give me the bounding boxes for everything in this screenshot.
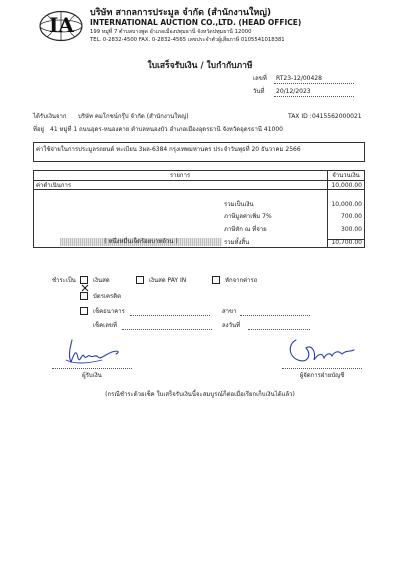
tax-id-label: TAX ID :: [288, 113, 312, 120]
doc-date-label: วันที่: [253, 88, 265, 95]
branch-label: สาขา: [222, 308, 237, 315]
received-from-label: ได้รับเงินจาก: [33, 113, 67, 120]
check-mark-icon: [81, 284, 89, 292]
total-grand-label: รวมทั้งสิ้น: [224, 239, 250, 246]
company-name-en: INTERNATIONAL AUCTION CO.,LTD. (HEAD OFFICE): [90, 18, 302, 27]
received-from-value: บริษัท คมโกชน์กรุ๊ป จำกัด (สำนักงานใหญ่): [78, 113, 189, 120]
payment-label: ชำระเป็น: [52, 277, 76, 284]
total-vat-value: 700.00: [341, 213, 362, 220]
document-title: ใบเสร็จรับเงิน / ใบกำกับภาษี: [147, 61, 253, 71]
table-row-amount: 10,000.00: [331, 182, 362, 189]
total-subtotal-value: 10,000.00: [331, 201, 362, 208]
tax-id-value: 0415562000021: [312, 113, 362, 120]
option-bank-check-label: เช็คธนาคาร: [93, 308, 125, 315]
receiver-label: ผู้รับเงิน: [82, 372, 102, 379]
doc-number-label: เลขที่: [253, 75, 267, 82]
check-date-label: ลงวันที่: [222, 322, 241, 329]
footer-note: (กรณีชำระด้วยเช็ค ใบเสร็จรับเงินนี้จะสมบูรณ์ก็ต่อเมื่อเรียกเก็บเงินได้แล้ว): [105, 391, 295, 398]
option-deduct-car-label: หักจากค่ารถ: [225, 277, 258, 284]
items-table: [33, 170, 365, 248]
manager-signature: [282, 332, 362, 368]
total-subtotal-label: รวมเป็นเงิน: [224, 201, 254, 208]
total-vat-label: ภาษีมูลค่าเพิ่ม 7%: [224, 213, 272, 220]
company-contact: TEL. 0-2832-4500 FAX. 0-2832-4565 เลขประจำตัวผู้เสียภาษี 0105541018381: [90, 37, 285, 43]
option-check-number-label: เช็คเลขที่: [93, 322, 117, 329]
company-name-th: บริษัท สากลการประมูล จำกัด (สำนักงานใหญ่): [90, 8, 272, 18]
doc-date-value: 20/12/2023: [276, 88, 311, 95]
company-address: 199 หมู่ที่ 7 ตำบลบางพูด อำเภอเมืองปทุมธานี จังหวัดปทุมธานี 12000: [90, 29, 252, 35]
receiver-signature: [62, 334, 132, 368]
option-cash-label: เงินสด: [93, 277, 110, 284]
table-header-description: รายการ: [169, 172, 191, 179]
total-wht-label: ภาษีหัก ณ ที่จ่าย: [224, 226, 267, 233]
address-value: 41 หมู่ที่ 1 ถนนอุดร-หนองคาย ตำบลหนองบัว อำเภอเมืองอุดรธานี จังหวัดอุดรธานี 41000: [50, 126, 283, 133]
checkbox-payin[interactable]: [136, 276, 144, 284]
option-credit-card-label: บัตรเครดิต: [93, 293, 122, 300]
checkbox-bank-check[interactable]: [80, 307, 88, 315]
checkbox-cash[interactable]: [80, 276, 88, 284]
address-label: ที่อยู่: [33, 126, 45, 133]
purpose-text: ค่าใช้จ่ายในการประมูลรถยนต์ ทะเบียน 3ผล-6384 กรุงเทพมหานคร ประจำวันพุธที่ 20 ธันวาคม 2566: [36, 146, 301, 153]
table-row-desc: ค่าดำเนินการ: [36, 182, 72, 189]
checkbox-credit-card[interactable]: [80, 292, 88, 300]
table-header-amount: จำนวนเงิน: [332, 172, 360, 179]
doc-number-value: RT23-12/00428: [276, 75, 322, 82]
total-wht-value: 300.00: [341, 226, 362, 233]
option-payin-label: เงินสด PAY IN: [149, 277, 187, 284]
total-grand-value: 10,700.00: [331, 239, 362, 246]
logo-text: IA: [49, 13, 74, 37]
amount-in-words: ( หนึ่งหมื่นเจ็ดร้อยบาทถ้วน ): [104, 238, 178, 245]
manager-label: ผู้จัดการฝ่ายบัญชี: [299, 372, 345, 379]
checkbox-deduct-car[interactable]: [212, 276, 220, 284]
